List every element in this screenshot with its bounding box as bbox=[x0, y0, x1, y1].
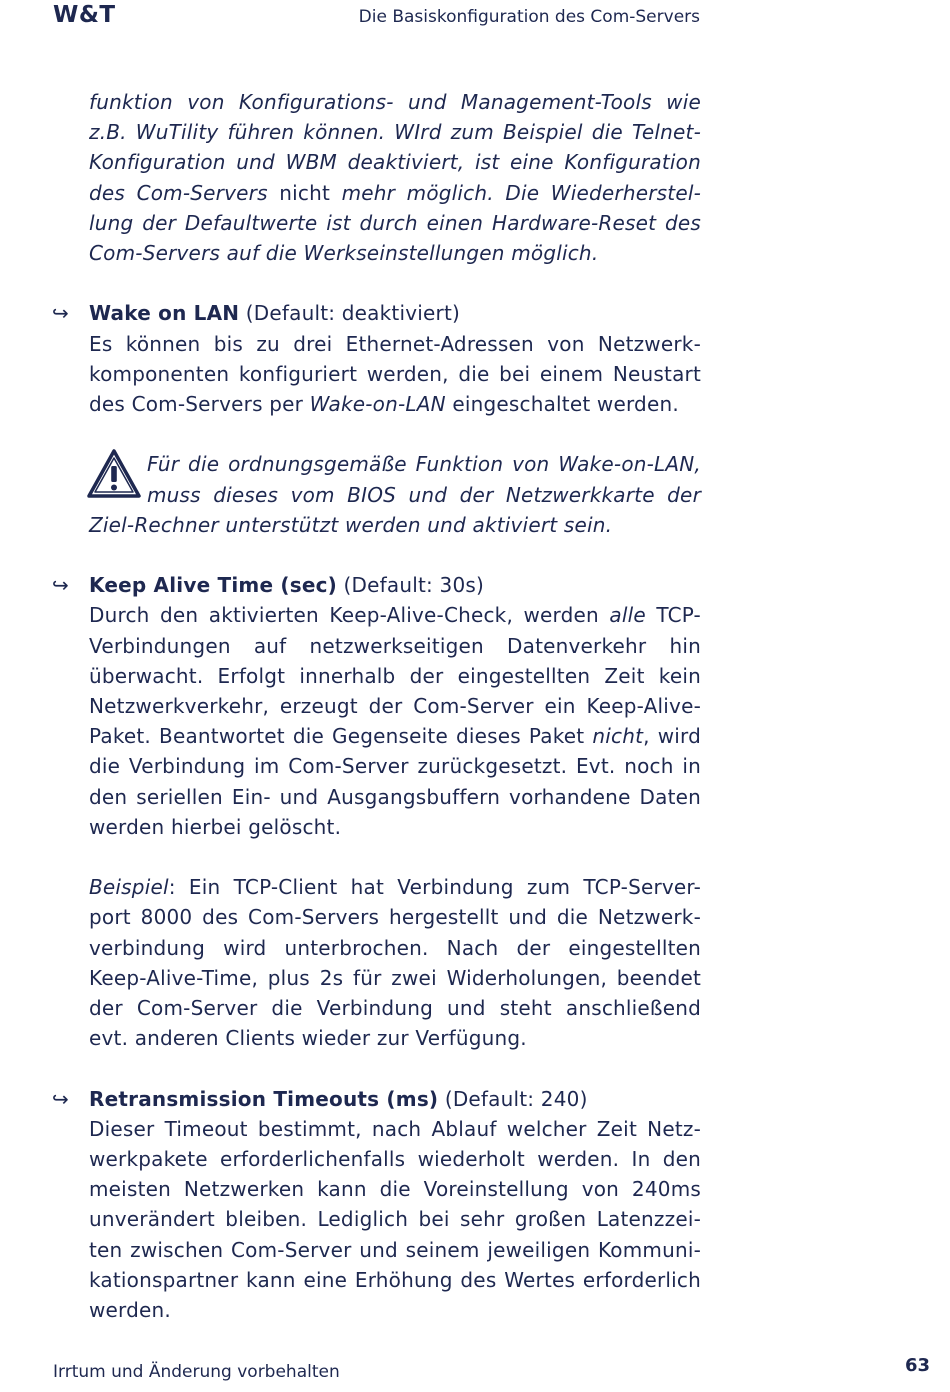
setting-term: Keep Alive Time (sec) bbox=[89, 573, 337, 598]
setting-term: Wake on LAN bbox=[89, 301, 240, 326]
description-italic: Wake-on-LAN bbox=[309, 392, 446, 417]
example-text: : Ein TCP-Client hat Verbindung zum TCP-Server-port 8000 des Com-Servers hergestellt und die Netzwerk-verbindung wird unterbrochen. Nach der eingestellten Keep-Alive-Time, plus 2s für zwei Widerholungen, beendet der Com-Server die Verbindung und steht anschließend evt. anderen Clients wieder zur Verfügung. bbox=[89, 875, 701, 1051]
setting-heading bbox=[89, 1084, 701, 1114]
example-paragraph bbox=[89, 872, 701, 1053]
description-text: Es können bis zu drei Ethernet-Adressen von Netzwerk-komponenten konfiguriert werden, die bei einem Neustart des Com-Servers per bbox=[89, 331, 701, 417]
warning-note bbox=[89, 449, 701, 540]
intro-paragraph bbox=[89, 87, 701, 268]
page-number: 63 bbox=[904, 1355, 930, 1376]
description-text-3: , wird die Verbindung im Com-Server zurückgesetzt. Evt. noch in den seriellen Ein- und Ausgangsbuffern vorhandene Daten werden hierbei gelöscht. bbox=[89, 724, 701, 839]
setting-default: (Default: 240) bbox=[438, 1086, 588, 1111]
setting-default: (Default: 30s) bbox=[336, 573, 484, 598]
intro-italic-2: mehr möglich. Die Wiederherstel-lung der Defaultwerte ist durch einen Hardware-Reset des Com-Servers auf die Werkseinstellungen möglich. bbox=[89, 180, 701, 266]
company-logo: W&T bbox=[53, 2, 116, 28]
running-header: Die Basiskonfiguration des Com-Servers bbox=[358, 7, 700, 27]
description-text: Durch den aktivierten Keep-Alive-Check, werden bbox=[89, 603, 610, 628]
setting-description bbox=[89, 600, 701, 842]
setting-wake-on-lan bbox=[52, 298, 701, 419]
example-label: Beispiel bbox=[89, 875, 169, 900]
setting-heading bbox=[89, 570, 701, 600]
description-text-2: TCP-Verbindungen auf netzwerkseitigen Datenverkehr hin überwacht. Erfolgt innerhalb der eingestellten Zeit kein Netzwerkverkehr, erzeugt der Com-Server ein Keep-Alive-Paket. Beantwortet die Gegenseite dieses Paket bbox=[89, 603, 701, 749]
intro-normal: nicht bbox=[267, 180, 342, 205]
intro-italic: funktion von Konfigurations- und Management-Tools wie z.B. WuTility führen können. WIrd zum Beispiel die Telnet-Konfiguration und WBM deaktiviert, ist eine Konfiguration des Com-Servers bbox=[89, 90, 701, 205]
footer-disclaimer: Irrtum und Änderung vorbehalten bbox=[53, 1362, 340, 1382]
description-italic-2: nicht bbox=[592, 724, 644, 749]
setting-heading bbox=[89, 298, 701, 328]
main-content bbox=[52, 87, 701, 1325]
warning-text: Für die ordnungsgemäße Funktion von Wake-on-LAN, muss dieses vom BIOS und der Netzwerkkarte der Ziel-Rechner unterstützt werden und aktiviert sein. bbox=[89, 452, 701, 537]
setting-description bbox=[89, 329, 701, 420]
description-text-2: eingeschaltet werden. bbox=[445, 392, 679, 417]
warning-triangle-icon bbox=[87, 449, 141, 499]
hook-arrow-icon: ↪ bbox=[52, 301, 69, 326]
setting-term: Retransmission Timeouts (ms) bbox=[89, 1086, 439, 1111]
hook-arrow-icon: ↪ bbox=[52, 573, 69, 598]
hook-arrow-icon: ↪ bbox=[52, 1086, 69, 1111]
setting-description: Dieser Timeout bestimmt, nach Ablauf welcher Zeit Netz-werkpakete erforderlichenfalls wiederholt werden. In den meisten Netzwerken kann die Voreinstellung von 240ms unverändert bleiben. Lediglich bei sehr großen Latenzzei-ten zwischen Com-Server und seinem jeweiligen Kommuni-kationspartner kann eine Erhöhung des Wertes erforderlich werden. bbox=[89, 1116, 701, 1323]
setting-default: (Default: deaktiviert) bbox=[239, 301, 460, 326]
description-italic: alle bbox=[609, 603, 646, 628]
setting-retransmission-timeouts bbox=[52, 1084, 701, 1326]
setting-keep-alive-time bbox=[52, 570, 701, 1053]
